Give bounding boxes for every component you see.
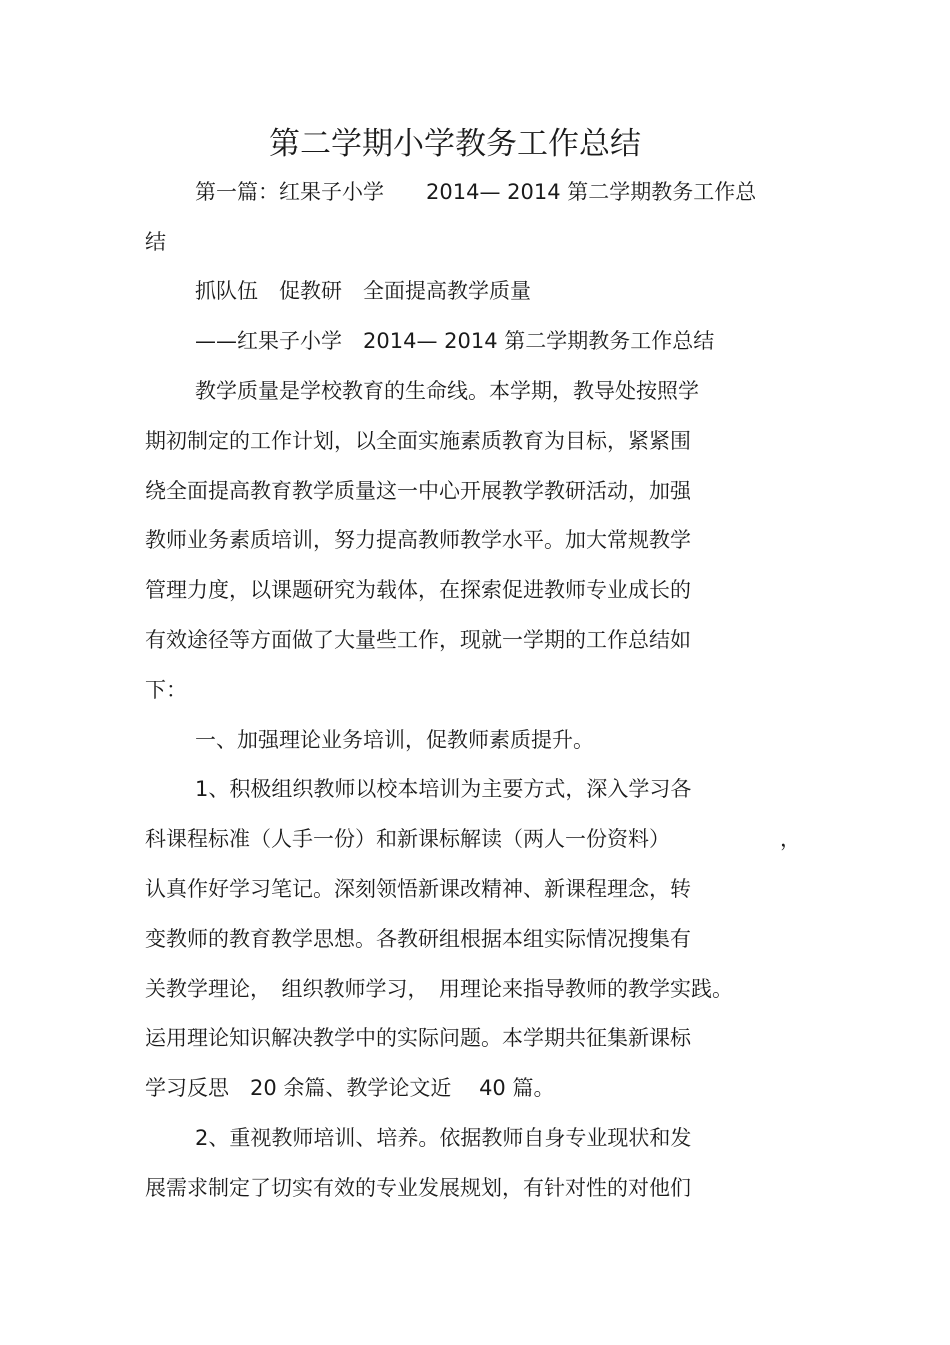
- paragraph-line: 科课程标准（人手一份）和新课标解读（两人一份资料）: [145, 827, 670, 851]
- article-heading-line-2: 结: [145, 230, 166, 254]
- paragraph-line: 2、重视教师培训、培养。依据教师自身专业现状和发: [195, 1126, 692, 1150]
- document-title: 第二学期小学教务工作总结: [269, 126, 641, 162]
- section-slogan: 抓队伍 促教研 全面提高教学质量: [195, 279, 531, 303]
- paragraph-line: 变教师的教育教学思想。各教研组根据本组实际情况搜集有: [145, 927, 691, 951]
- paragraph-line: 期初制定的工作计划，以全面实施素质教育为目标，紧紧围: [145, 429, 691, 453]
- trailing-comma: ，: [780, 827, 801, 851]
- paragraph-line: 认真作好学习笔记。深刻领悟新课改精神、新课程理念，转: [145, 877, 691, 901]
- paragraph-line: 1、积极组织教师以校本培训为主要方式，深入学习各: [195, 777, 692, 801]
- section-heading-one: 一、加强理论业务培训，促教师素质提升。: [195, 728, 594, 752]
- paragraph-line: 学习反思 20 余篇、教学论文近 40 篇。: [145, 1076, 555, 1100]
- paragraph-line: 教学质量是学校教育的生命线。本学期，教导处按照学: [195, 379, 699, 403]
- section-subtitle: ——红果子小学 2014— 2014 第二学期教务工作总结: [195, 329, 715, 353]
- paragraph-line: 运用理论知识解决教学中的实际问题。本学期共征集新课标: [145, 1026, 691, 1050]
- paragraph-line: 管理力度，以课题研究为载体，在探索促进教师专业成长的: [145, 578, 691, 602]
- paragraph-line: 教师业务素质培训，努力提高教师教学水平。加大常规教学: [145, 528, 691, 552]
- paragraph-line: 展需求制定了切实有效的专业发展规划，有针对性的对他们: [145, 1176, 691, 1200]
- paragraph-line: 关教学理论， 组织教师学习， 用理论来指导教师的教学实践。: [145, 977, 733, 1001]
- paragraph-line: 有效途径等方面做了大量些工作，现就一学期的工作总结如: [145, 628, 691, 652]
- paragraph-line: 下：: [145, 678, 187, 702]
- paragraph-line: 绕全面提高教育教学质量这一中心开展教学教研活动，加强: [145, 479, 691, 503]
- article-heading-line-1: 第一篇：红果子小学 2014— 2014 第二学期教务工作总: [195, 180, 757, 204]
